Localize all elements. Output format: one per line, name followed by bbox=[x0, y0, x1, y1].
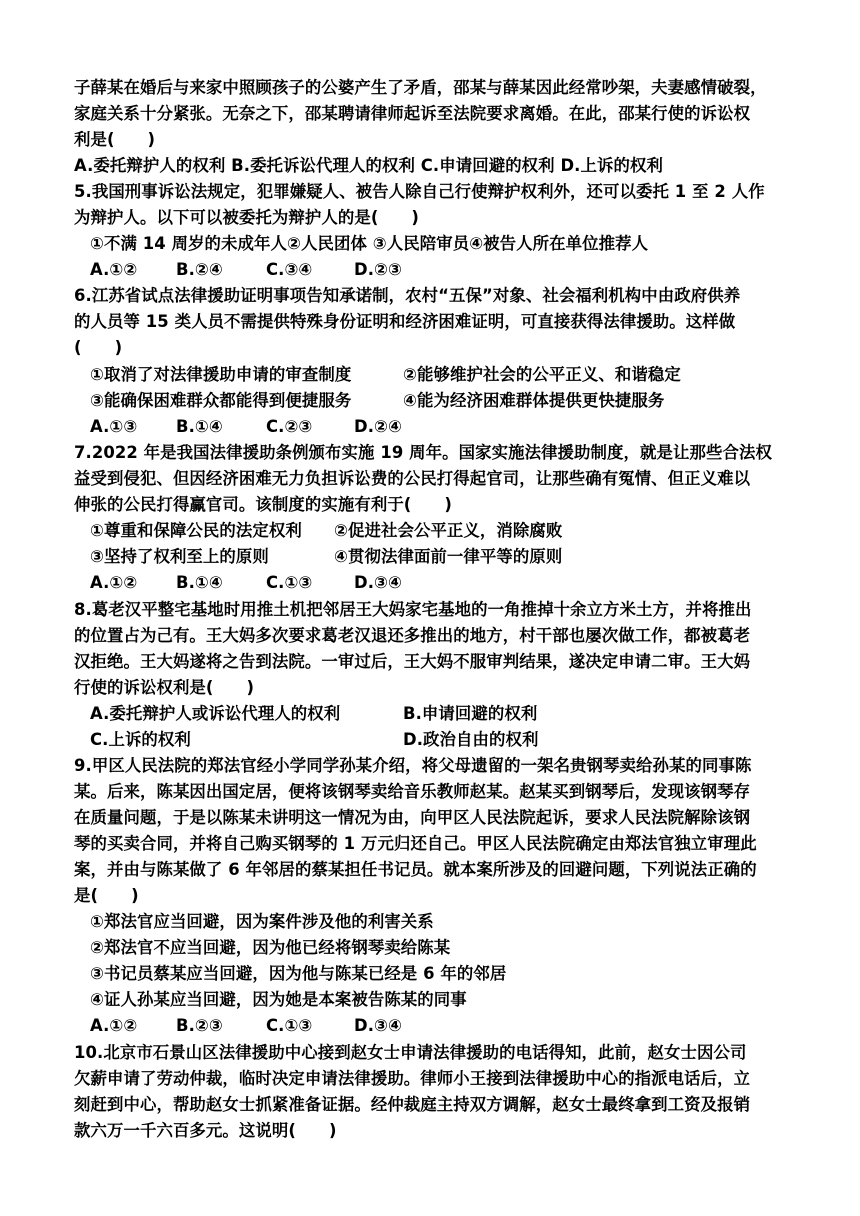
choice-a: A.①② bbox=[90, 573, 138, 592]
text-line: 子薛某在婚后与来家中照顾孩子的公婆产生了矛盾，邵某与薛某因此经常吵架，夫妻感情破裂， bbox=[74, 78, 767, 97]
text-line: 刻赶到中心，帮助赵女士抓紧准备证据。经仲裁庭主持双方调解，赵女士最终拿到工资及报销 bbox=[74, 1095, 751, 1114]
choice-d: D.②④ bbox=[354, 417, 402, 436]
choice-c: C.①③ bbox=[266, 573, 313, 592]
question-5-stem: 5.我国刑事诉讼法规定，犯罪嫌疑人、被告人除自己行使辩护权利外，还可以委托 1 至 2 人作 bbox=[74, 182, 765, 201]
question-8-stem: 8.葛老汉平整宅基地时用推土机把邻居王大妈家宅基地的一角推掉十余立方米土方，并将推出 bbox=[74, 600, 752, 619]
statement: ③能确保困难群众都能得到便捷服务 bbox=[90, 391, 352, 410]
choice-d: D.③④ bbox=[354, 1016, 402, 1035]
choice-a: A.①② bbox=[90, 1016, 138, 1035]
text-line: 案，并由与陈某做了 6 年邻居的蔡某担任书记员。就本案所涉及的回避问题，下列说法正确的 bbox=[74, 860, 757, 879]
choice-a: A.①③ bbox=[90, 417, 138, 436]
choice-a: A.委托辩护人或诉讼代理人的权利 bbox=[90, 704, 341, 723]
text-line: 琴的买卖合同，并将自己购买钢琴的 1 万元归还自己。甲区人民法院确定由郑法官独立审理此 bbox=[74, 834, 757, 853]
text-line: 利是( ) bbox=[74, 130, 156, 149]
question-9-stem: 9.甲区人民法院的郑法官经小学同学孙某介绍，将父母遗留的一架名贵钢琴卖给孙某的同事陈 bbox=[74, 756, 752, 775]
text-line: 在质量问题，于是以陈某未讲明这一情况为由，向甲区人民法院起诉，要求人民法院解除该钢 bbox=[74, 808, 751, 827]
choice-d: D.②③ bbox=[354, 260, 402, 279]
choice-c: C.上诉的权利 bbox=[90, 730, 191, 749]
text-line: 家庭关系十分紧张。无奈之下，邵某聘请律师起诉至法院要求离婚。在此，邵某行使的诉讼权 bbox=[74, 104, 751, 123]
statement: ②郑法官不应当回避，因为他已经将钢琴卖给陈某 bbox=[90, 938, 451, 957]
choice-c: C.①③ bbox=[266, 1016, 313, 1035]
text-line: 欠薪申请了劳动仲裁，临时决定申请法律援助。律师小王接到法律援助中心的指派电话后，立 bbox=[74, 1069, 751, 1088]
text-line: 益受到侵犯、但因经济困难无力负担诉讼费的公民打得起官司，让那些确有冤情、但正义难以 bbox=[74, 469, 751, 488]
question-5-statements: ①不满 14 周岁的未成年人②人民团体 ③人民陪审员④被告人所在单位推荐人 bbox=[90, 234, 649, 253]
text-line: 伸张的公民打得赢官司。该制度的实施有利于( ) bbox=[74, 495, 452, 514]
text-line: 款六万一千六百多元。这说明( ) bbox=[74, 1121, 337, 1140]
choice-b: B.①④ bbox=[176, 573, 223, 592]
choice-d: D.政治自由的权利 bbox=[403, 730, 539, 749]
question-10-stem: 10.北京市石景山区法律援助中心接到赵女士申请法律援助的电话得知，此前，赵女士因公司 bbox=[74, 1043, 747, 1062]
statement: ④能为经济困难群体提供更快捷服务 bbox=[403, 391, 665, 410]
choice-a: A.①② bbox=[90, 260, 138, 279]
choice-b: B.申请回避的权利 bbox=[403, 704, 538, 723]
question-4-options: A.委托辩护人的权利 B.委托诉讼代理人的权利 C.申请回避的权利 D.上诉的权利 bbox=[74, 156, 663, 175]
statement: ①郑法官应当回避，因为案件涉及他的利害关系 bbox=[90, 912, 434, 931]
choice-b: B.②③ bbox=[176, 1016, 223, 1035]
question-7-stem: 7.2022 年是我国法律援助条例颁布实施 19 周年。国家实施法律援助制度，就是让那些合法权 bbox=[74, 443, 772, 462]
statement: ③书记员蔡某应当回避，因为他与陈某已经是 6 年的邻居 bbox=[90, 964, 507, 983]
statement: ④贯彻法律面前一律平等的原则 bbox=[334, 547, 563, 566]
text-line: 某。后来，陈某因出国定居，便将该钢琴卖给音乐教师赵某。赵某买到钢琴后，发现该钢琴存 bbox=[74, 782, 751, 801]
text-line: 的人员等 15 类人员不需提供特殊身份证明和经济困难证明，可直接获得法律援助。这样做 bbox=[74, 312, 736, 331]
text-line: 汉拒绝。王大妈遂将之告到法院。一审过后，王大妈不服审判结果，遂决定申请二审。王大妈 bbox=[74, 652, 751, 671]
choice-b: B.②④ bbox=[176, 260, 223, 279]
choice-c: C.③④ bbox=[266, 260, 313, 279]
text-line: 为辩护人。以下可以被委托为辩护人的是( ) bbox=[74, 208, 419, 227]
text-line: 的位置占为己有。王大妈多次要求葛老汉退还多推出的地方，村干部也屡次做工作，都被葛老 bbox=[74, 626, 751, 645]
statement: ③坚持了权利至上的原则 bbox=[90, 547, 269, 566]
choice-c: C.②③ bbox=[266, 417, 313, 436]
statement: ②能够维护社会的公平正义、和谐稳定 bbox=[403, 365, 681, 384]
text-line: 行使的诉讼权利是( ) bbox=[74, 678, 255, 697]
statement: ④证人孙某应当回避，因为她是本案被告陈某的同事 bbox=[90, 990, 467, 1009]
text-line: 是( ) bbox=[74, 886, 139, 905]
statement: ①取消了对法律援助申请的审查制度 bbox=[90, 365, 352, 384]
text-line: ( ) bbox=[74, 338, 123, 357]
statement: ②促进社会公平正义，消除腐败 bbox=[334, 521, 563, 540]
choice-d: D.③④ bbox=[354, 573, 402, 592]
question-6-stem: 6.江苏省试点法律援助证明事项告知承诺制，农村“五保”对象、社会福利机构中由政府供养 bbox=[74, 286, 741, 305]
statement: ①尊重和保障公民的法定权利 bbox=[90, 521, 302, 540]
choice-b: B.①④ bbox=[176, 417, 223, 436]
